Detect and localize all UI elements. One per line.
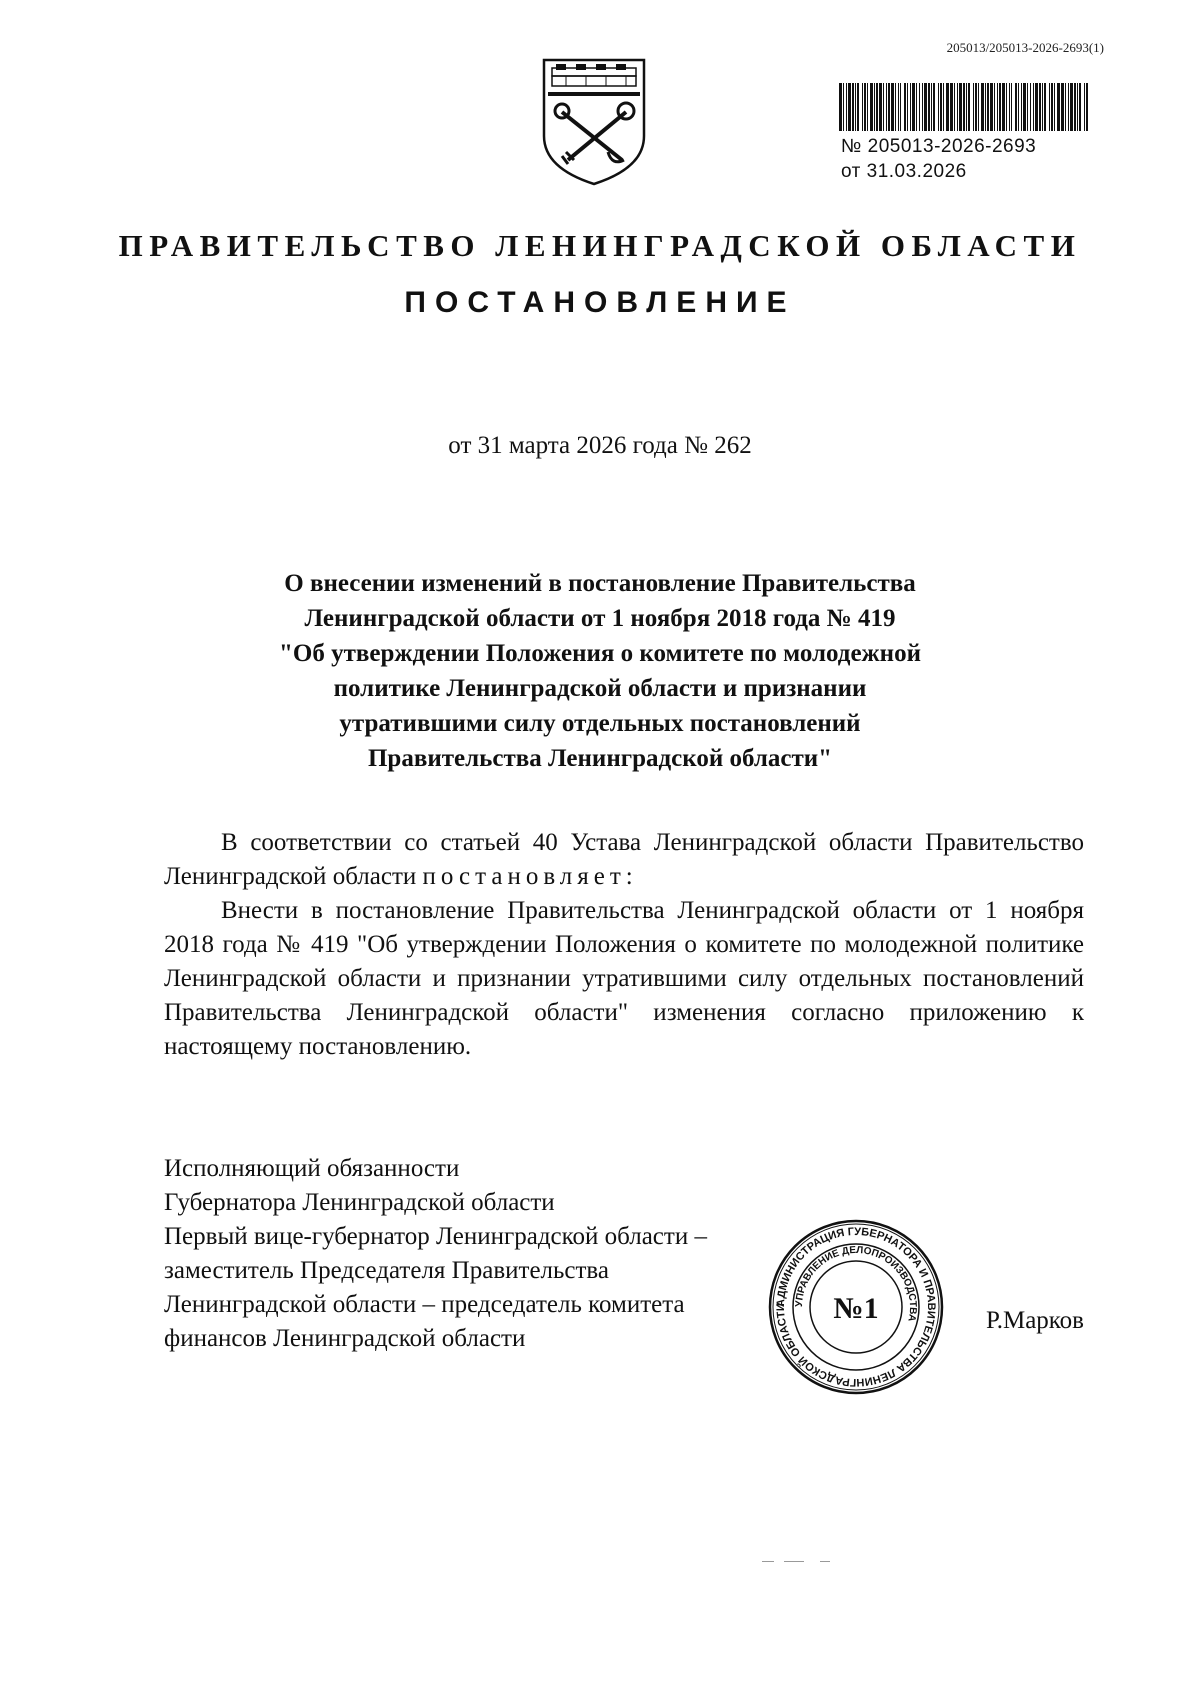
official-stamp: [767, 1218, 945, 1396]
registration-number: № 205013-2026-2693: [841, 136, 1037, 157]
document-type: ПОСТАНОВЛЕНИЕ: [404, 286, 796, 319]
scan-speck: [762, 1561, 774, 1562]
registration-date: от 31.03.2026: [841, 161, 967, 182]
position-line: Губернатора Ленинградской области: [164, 1189, 555, 1216]
subject-line: Правительства Ленинградской области": [367, 745, 833, 772]
stamp-ring-text: АДМИНИСТРАЦИЯ ГУБЕРНАТОРА И ПРАВИТЕЛЬСТВА ЛЕНИНГРАДСКОЙ ОБЛАСТИ: [774, 1225, 938, 1389]
decree-keyword: постановляет:: [422, 863, 638, 890]
coat-of-arms-icon: [538, 56, 650, 188]
subject-line: Ленинградской области от 1 ноября 2018 года № 419: [304, 605, 896, 632]
body-paragraph-preamble: [164, 826, 1084, 894]
document-date-number: от 31 марта 2026 года № 262: [448, 432, 752, 459]
position-line: Исполняющий обязанности: [164, 1155, 460, 1182]
position-line: финансов Ленинградской области: [164, 1325, 526, 1352]
position-line: Первый вице-губернатор Ленинградской области –: [164, 1223, 707, 1250]
position-line: заместитель Председателя Правительства: [164, 1257, 610, 1284]
organization-title: ПРАВИТЕЛЬСТВО ЛЕНИНГРАДСКОЙ ОБЛАСТИ: [118, 228, 1082, 263]
stamp-number: №1: [833, 1292, 879, 1325]
scan-speck: [784, 1561, 804, 1562]
barcode: [839, 83, 1093, 131]
barcode-bar: [1088, 83, 1089, 131]
scan-speck: [820, 1561, 830, 1562]
position-line: Ленинградской области – председатель комитета: [164, 1291, 685, 1318]
signatory-name: Р.Марков: [985, 1307, 1084, 1334]
subject-line: политике Ленинградской области и признании: [333, 675, 867, 702]
stamp-inner-text: УПРАВЛЕНИЕ ДЕЛОПРОИЗВОДСТВА: [793, 1244, 919, 1323]
subject-line: О внесении изменений в постановление Правительства: [284, 570, 916, 597]
document-subject: [200, 566, 1000, 776]
document-id: 205013/205013-2026-2693(1): [946, 40, 1104, 55]
subject-line: "Об утверждении Положения о комитете по молодежной: [279, 640, 921, 667]
preamble-text: В соответствии со статьей 40 Устава Ленинградской области Правительство Ленинградской области: [164, 829, 1084, 890]
subject-line: утратившими силу отдельных постановлений: [339, 710, 861, 737]
body-paragraph-resolution: Внести в постановление Правительства Ленинградской области от 1 ноября 2018 года № 419 "Об утверждении Положения о комитете по молодежной политике Ленинградской области и признании утратившими силу отдельных постановлений Правительства Ленинградской области" изменения согласно приложению к настоящему постановлению.: [164, 897, 1084, 1060]
document-body: [164, 826, 1084, 1064]
signatory-position: [164, 1152, 707, 1356]
